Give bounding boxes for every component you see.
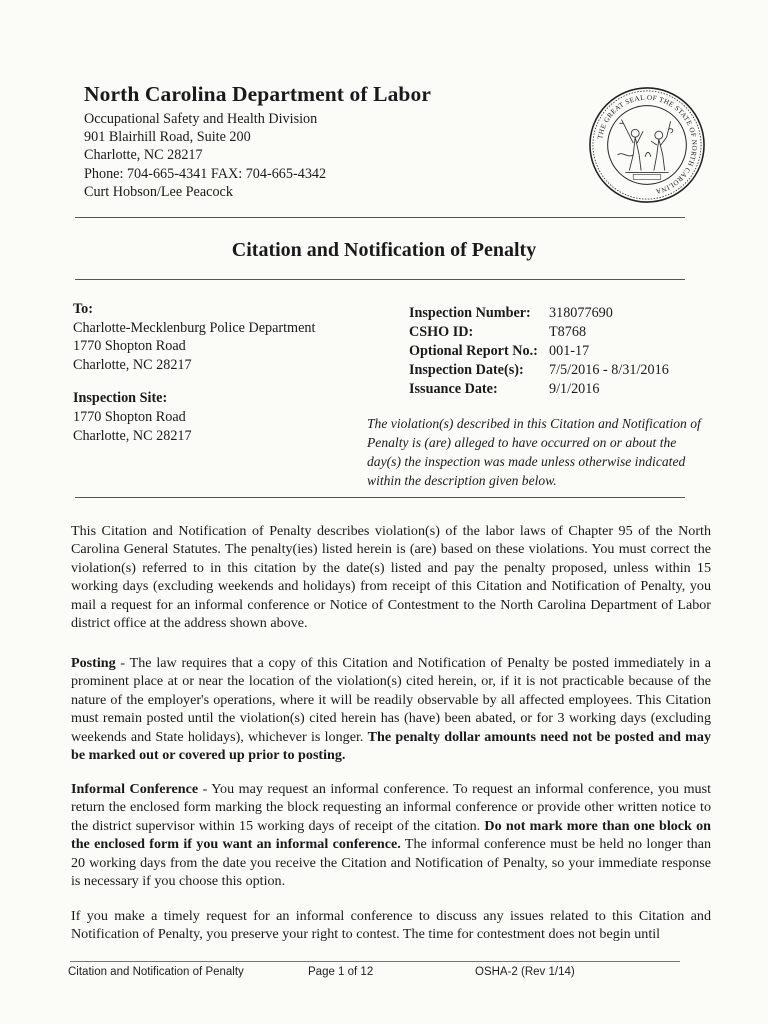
info-row-inspection-number <box>409 304 669 323</box>
info-row-issuance-date <box>409 380 669 399</box>
info-row-inspection-dates <box>409 361 669 380</box>
posting-bold-note: The penalty dollar amounts need not be posted and may be marked out or covered up prior to posting. <box>71 728 711 764</box>
page-title: Citation and Notification of Penalty <box>231 239 537 261</box>
info-value: 318077690 <box>549 305 613 321</box>
contact-names: Curt Hobson/Lee Peacock <box>84 183 233 200</box>
site-street: 1770 Shopton Road <box>73 408 186 425</box>
to-label: To: <box>73 301 93 317</box>
informal-conference-bold-note: Do not mark more than one block on the enclosed form if you want an informal conference. <box>71 817 711 853</box>
info-key: Optional Report No.: <box>409 342 538 359</box>
recipient-block <box>73 300 315 445</box>
phone-fax: Phone: 704-665-4341 FAX: 704-665-4342 <box>84 165 327 182</box>
info-key: Inspection Number: <box>409 305 531 321</box>
info-value: T8768 <box>549 323 587 340</box>
intro-paragraph: This Citation and Notification of Penalty describes violation(s) of the labor laws of Chapter 95 of the North Carolina General Statutes. The penalty(ies) listed herein is (are) based on these violations. You must correct the violation(s) referred to in this citation by the date(s) listed and pay the penalty proposed, unless within 15 working days (excluding weekends and holidays) from receipt of this Citation and Notification of Penalty, you mail a request for an informal conference or Notice of Contestment to the North Carolina Department of Labor district office at the address shown above. <box>71 523 711 632</box>
recipient-city: Charlotte, NC 28217 <box>73 356 192 373</box>
info-value: 001-17 <box>549 342 590 359</box>
division-name: Occupational Safety and Health Division <box>84 111 318 127</box>
title-divider <box>75 279 685 280</box>
info-key: CSHO ID: <box>409 323 474 340</box>
info-value: 7/5/2016 - 8/31/2016 <box>549 361 669 378</box>
street-address: 901 Blairhill Road, Suite 200 <box>84 129 251 146</box>
posting-paragraph <box>71 654 711 764</box>
footer-document-title: Citation and Notification of Penalty <box>68 966 244 978</box>
inspection-info <box>409 304 669 399</box>
violation-note: The violation(s) described in this Citation and Notification of Penalty is (are) alleged to have occurred on or about the day(s) the inspection was made unless otherwise indicated within the description given below. <box>367 416 701 488</box>
contest-paragraph: If you make a timely request for an informal conference to discuss any issues related to this Citation and Notification of Penalty, you preserve your right to contest. The time for contestment does not begin until <box>71 908 711 943</box>
posting-body: - The law requires that a copy of this Citation and Notification of Penalty be posted immediately in a prominent place at or near the location of the violation(s) cited herein, or, if it is not practicable because of the nature of the employer's operations, where it will be readily observable by all affected employees. This Citation must remain posted until the violation(s) cited herein has (have) been abated, or for 3 working days (excluding weekends and State holidays), whichever is longer. <box>71 655 711 745</box>
state-seal-icon <box>588 86 706 204</box>
footer-form-number: OSHA-2 (Rev 1/14) <box>475 966 575 978</box>
informal-conference-body: - You may request an informal conference. To request an informal conference, you must return the enclosed form marking the block requesting an informal conference or provide other written notice to the district supervisor within 15 working days of receipt of the citation. <box>71 781 711 834</box>
info-row-optional-report <box>409 342 669 361</box>
footer-page-number: Page 1 of 12 <box>308 966 374 978</box>
informal-conference-paragraph <box>71 780 711 890</box>
inspection-site-label: Inspection Site: <box>73 390 168 407</box>
info-key: Issuance Date: <box>409 380 498 397</box>
header-divider <box>75 217 685 218</box>
site-city: Charlotte, NC 28217 <box>73 427 192 444</box>
city-state-zip: Charlotte, NC 28217 <box>84 147 203 164</box>
info-divider <box>75 497 685 498</box>
footer-divider <box>70 961 680 962</box>
svg-text:THE GREAT SEAL OF THE STATE OF: THE GREAT SEAL OF THE STATE OF NORTH CAROLINA <box>596 93 699 196</box>
recipient-name: Charlotte-Mecklenburg Police Department <box>73 319 316 336</box>
informal-conference-tail: The informal conference must be held no longer than 20 working days from the date you receive the Citation and Notification of Penalty, so your immediate response is necessary if you choose this option. <box>71 836 711 890</box>
department-name: North Carolina Department of Labor <box>84 82 431 106</box>
posting-heading: Posting <box>71 655 116 671</box>
info-row-csho-id <box>409 323 669 342</box>
recipient-street: 1770 Shopton Road <box>73 338 186 355</box>
informal-conference-heading: Informal Conference <box>71 781 199 797</box>
division-address <box>84 110 326 201</box>
info-key: Inspection Date(s): <box>409 361 524 378</box>
info-value: 9/1/2016 <box>549 380 600 397</box>
